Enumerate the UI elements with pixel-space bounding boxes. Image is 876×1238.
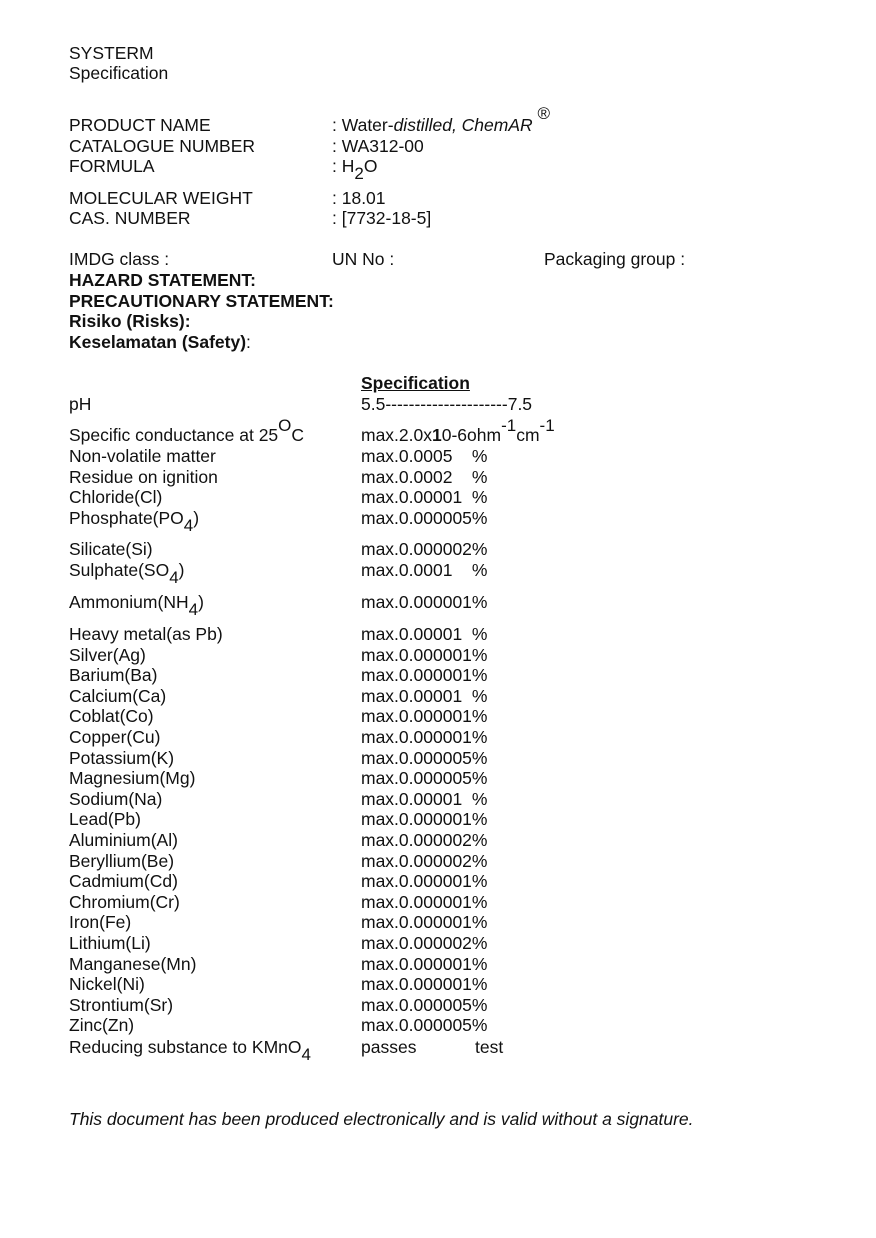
spec-row-value: max.0.000001% <box>361 912 488 933</box>
packaging-group-label: Packaging group : <box>544 249 686 269</box>
spec-row-label: Chloride(Cl) <box>69 487 163 508</box>
spec-row-label: Manganese(Mn) <box>69 953 197 974</box>
product-name-label: PRODUCT NAME <box>69 115 211 135</box>
cas-number-value: : [7732-18-5] <box>332 208 432 228</box>
ph-label: pH <box>69 394 92 414</box>
conductance-label: Specific conductance at $25^OC$ <box>69 416 305 445</box>
spec-row-label: Sodium(Na) <box>69 788 163 809</box>
spec-row-value: max.0.00001 % <box>361 788 488 809</box>
risks-statement: Risiko (Risks): <box>69 311 191 331</box>
molecular-weight-label: MOLECULAR WEIGHT <box>69 188 253 208</box>
spec-row-label: Silver(Ag) <box>69 644 146 665</box>
un-number-label: UN No : <box>332 249 395 269</box>
company-name: SYSTERM <box>69 43 154 63</box>
safety-statement: Keselamatan (Safety): <box>69 332 251 352</box>
spec-row-label: Magnesium(Mg) <box>69 768 196 789</box>
spec-row-label: Calcium(Ca) <box>69 685 167 706</box>
spec-row-label: Strontium(Sr) <box>69 994 174 1015</box>
spec-row-value: max.0.00001 % <box>361 685 488 706</box>
spec-row-value: max.0.000001% <box>361 891 488 912</box>
spec-row-label: Nickel(Ni) <box>69 974 145 995</box>
phosphate-value: max.0.000005% <box>361 508 488 528</box>
spec-row-label: Cadmium(Cd) <box>69 871 178 892</box>
catalogue-label: CATALOGUE NUMBER <box>69 136 256 156</box>
spec-row-value: max.0.000005% <box>361 1015 488 1036</box>
phosphate-label: $Phosphate(PO_4)$ <box>69 508 200 535</box>
precautionary-statement: PRECAUTIONARY STATEMENT: <box>69 291 334 311</box>
spec-row-value: max.0.0005 % <box>361 446 488 466</box>
spec-row-label: Non-volatile matter <box>69 446 216 466</box>
sulphate-value: max.0.0001 % <box>361 560 488 580</box>
spec-row-value: max.0.000005% <box>361 768 488 789</box>
ph-value: 5.5---------------------7.5 <box>361 394 533 414</box>
spec-row-label: Zinc(Zn) <box>69 1015 135 1036</box>
electronic-document-note: This document has been produced electronically and is valid without a signature. <box>69 1109 694 1129</box>
spec-row-label: Aluminium(Al) <box>69 830 178 850</box>
spec-row-value: max.0.000001% <box>361 644 488 665</box>
spec-row-value: max.0.000001% <box>361 706 488 727</box>
spec-row-value: max.0.000001% <box>361 974 488 995</box>
cas-number-label: CAS. NUMBER <box>69 208 191 228</box>
conductance-value: $\max.2.0x10-6ohm^{-1}cm^{-1}$ <box>361 416 555 445</box>
spec-row-value: max.0.000002% <box>361 830 488 850</box>
spec-row-value: max.0.000001% <box>361 727 488 747</box>
spec-row-value: max.0.000001% <box>361 665 488 686</box>
silicate-label: Silicate(Si) <box>69 539 153 559</box>
spec-row-value: max.0.000005% <box>361 994 488 1015</box>
spec-row-label: Potassium(K) <box>69 747 175 768</box>
reducing-substance-result: passes <box>361 1037 417 1057</box>
spec-row-label: Copper(Cu) <box>69 727 161 747</box>
spec-row-value: max.0.00001 % <box>361 487 488 508</box>
spec-row-value: max.0.000001% <box>361 809 488 830</box>
molecular-weight-value: : 18.01 <box>332 188 386 208</box>
spec-row-value: max.0.00001 % <box>361 624 488 644</box>
spec-row-label: Residue on ignition <box>69 466 218 487</box>
ammonium-label: $Ammonium(NH_4)$ <box>69 592 204 619</box>
spec-row-label: Barium(Ba) <box>69 665 158 686</box>
document-type: Specification <box>69 63 169 83</box>
spec-row-value: max.0.000001% <box>361 953 488 974</box>
spec-row-label: Coblat(Co) <box>69 706 154 727</box>
spec-row-value: max.0.000002% <box>361 933 488 953</box>
reducing-substance-label: Reducing substance to KMnO$_4$ <box>69 1037 311 1064</box>
spec-row-label: Beryllium(Be) <box>69 850 175 871</box>
spec-row-label: Lithium(Li) <box>69 933 151 953</box>
registered-mark: ® <box>537 104 551 123</box>
sulphate-label: $Sulphate(SO_4)$ <box>69 560 185 587</box>
specification-heading: Specification <box>361 373 470 393</box>
silicate-value: max.0.000002% <box>361 539 488 559</box>
formula-label: FORMULA <box>69 156 155 176</box>
spec-row-label: Heavy metal(as Pb) <box>69 624 223 644</box>
spec-row-value: max.0.000001% <box>361 871 488 892</box>
spec-row-value: max.0.000002% <box>361 850 488 871</box>
spec-row-label: Iron(Fe) <box>69 912 132 933</box>
catalogue-value: : WA312-00 <box>332 136 424 156</box>
formula-value: : $H_2O$ <box>332 156 378 183</box>
spec-row-value: max.0.0002 % <box>361 466 488 487</box>
ammonium-value: max.0.000001% <box>361 592 488 612</box>
spec-row-label: Chromium(Cr) <box>69 891 180 912</box>
product-name-value: : Water-distilled, ChemAR ® <box>332 104 551 135</box>
imdg-class-label: IMDG class : <box>69 249 170 269</box>
reducing-substance-test: test <box>475 1037 504 1057</box>
spec-row-label: Lead(Pb) <box>69 809 141 830</box>
spec-row-value: max.0.000005% <box>361 747 488 768</box>
hazard-statement: HAZARD STATEMENT: <box>69 270 256 290</box>
